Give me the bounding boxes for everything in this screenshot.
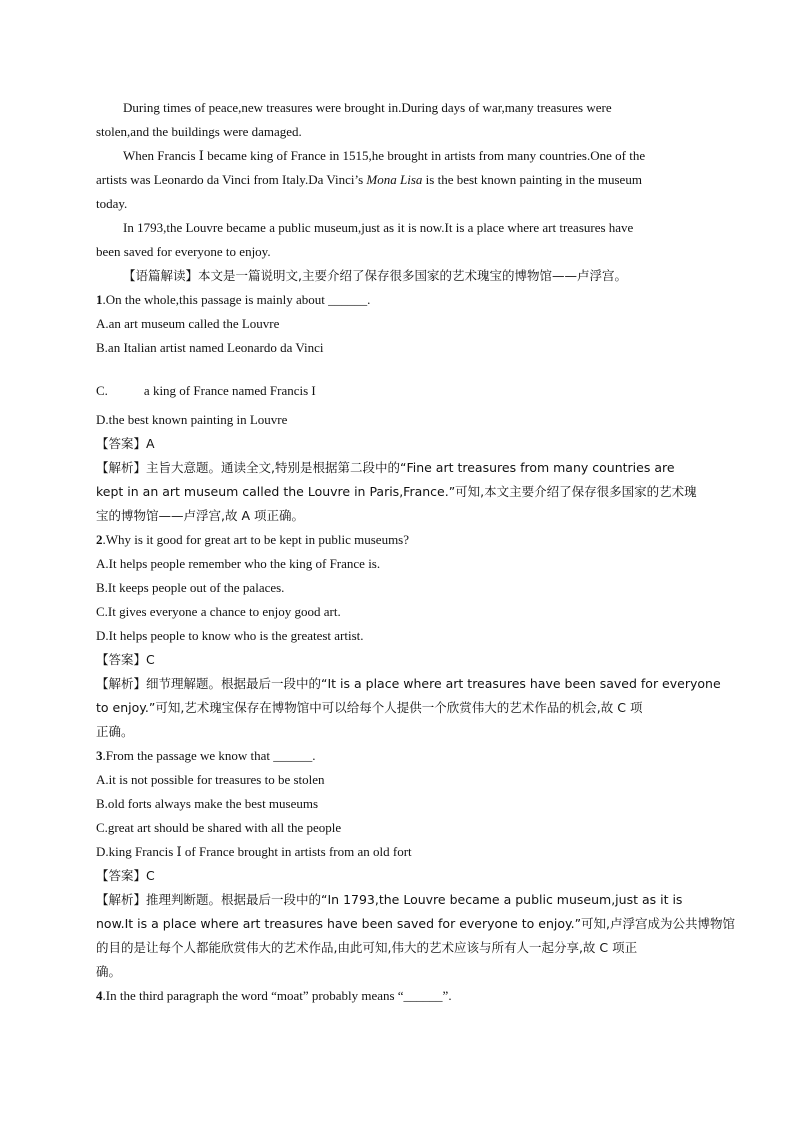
option: C. a king of France named Francis I: [96, 383, 316, 398]
painting-title: Mona Lisa: [366, 172, 423, 187]
question-stem: 2.Why is it good for great art to be kept in public museums?: [96, 532, 410, 547]
option: A.an art museum called the Louvre: [96, 316, 280, 331]
analysis-label: 【解析】: [96, 676, 147, 691]
option: A.it is not possible for treasures to be stolen: [96, 772, 325, 787]
answer-line: [96, 652, 702, 668]
question-stem: 4.In the third paragraph the word “moat” probably means “______”.: [96, 988, 452, 1003]
summary-label: 【语篇解读】: [123, 268, 199, 283]
option: C.It gives everyone a chance to enjoy good art.: [96, 604, 341, 619]
passage-line: stolen,and the buildings were damaged.: [96, 124, 302, 139]
option: D.the best known painting in Louvre: [96, 412, 288, 427]
answer-label: 【答案】: [96, 436, 147, 451]
answer-value: C: [146, 652, 155, 667]
analysis-label: 【解析】: [96, 892, 147, 907]
passage-line: In 1793,the Louvre became a public museum,just as it is now.It is a place where art treasures have: [123, 220, 634, 235]
answer-label: 【答案】: [96, 652, 147, 667]
question-stem: 1.On the whole,this passage is mainly about ______.: [96, 292, 371, 307]
passage-line: been saved for everyone to enjoy.: [96, 244, 271, 259]
answer-line: [96, 868, 702, 884]
analysis-line: 【解析】细节理解题。根据最后一段中的“It is a place where art treasures have been saved for everyone: [96, 676, 721, 691]
passage-line: During times of peace,new treasures were brought in.During days of war,many treasures were: [123, 100, 612, 115]
analysis-line: 正确。: [96, 724, 134, 739]
question-number: 1: [96, 292, 103, 307]
option: B.old forts always make the best museums: [96, 796, 319, 811]
option: B.an Italian artist named Leonardo da Vinci: [96, 340, 324, 355]
answer-line: [96, 436, 702, 452]
analysis-line: 宝的博物馆——卢浮宫,故 A 项正确。: [96, 508, 304, 523]
answer-value: C: [146, 868, 155, 883]
analysis-line: 【解析】主旨大意题。通读全文,特别是根据第二段中的“Fine art treasures from many countries are: [96, 460, 675, 475]
question-number: 2: [96, 532, 103, 547]
answer-value: A: [146, 436, 155, 451]
passage-line: When Francis Ⅰ became king of France in 1515,he brought in artists from many countries.One of the: [123, 148, 646, 163]
summary-line: [123, 268, 729, 284]
option: C.great art should be shared with all the people: [96, 820, 342, 835]
analysis-line: 的目的是让每个人都能欣赏伟大的艺术作品,由此可知,伟大的艺术应该与所有人一起分享,故 C 项正: [96, 940, 638, 955]
question-number: 3: [96, 748, 103, 763]
option: B.It keeps people out of the palaces.: [96, 580, 285, 595]
summary-text: 本文是一篇说明文,主要介绍了保存很多国家的艺术瑰宝的博物馆——卢浮宫。: [198, 268, 627, 283]
analysis-line: kept in an art museum called the Louvre in Paris,France.”可知,本文主要介绍了保存很多国家的艺术瑰: [96, 484, 697, 499]
analysis-line: now.It is a place where art treasures have been saved for everyone to enjoy.”可知,卢浮宫成为公共博物馆: [96, 916, 736, 931]
answer-label: 【答案】: [96, 868, 147, 883]
question-number: 4: [96, 988, 103, 1003]
passage-text: is the best known painting in the museum: [422, 172, 642, 187]
passage-line: today.: [96, 196, 128, 211]
passage-text: artists was Leonardo da Vinci from Italy.Da Vinci’s: [96, 172, 367, 187]
analysis-line: 【解析】推理判断题。根据最后一段中的“In 1793,the Louvre became a public museum,just as it is: [96, 892, 683, 907]
option: A.It helps people remember who the king of France is.: [96, 556, 381, 571]
analysis-line: to enjoy.”可知,艺术瑰宝保存在博物馆中可以给每个人提供一个欣赏伟大的艺术作品的机会,故 C 项: [96, 700, 643, 715]
question-stem: 3.From the passage we know that ______.: [96, 748, 316, 763]
option: D.king Francis Ⅰ of France brought in artists from an old fort: [96, 844, 412, 859]
option: D.It helps people to know who is the greatest artist.: [96, 628, 364, 643]
analysis-label: 【解析】: [96, 460, 147, 475]
analysis-line: 确。: [96, 964, 122, 979]
passage-line: [96, 172, 702, 188]
